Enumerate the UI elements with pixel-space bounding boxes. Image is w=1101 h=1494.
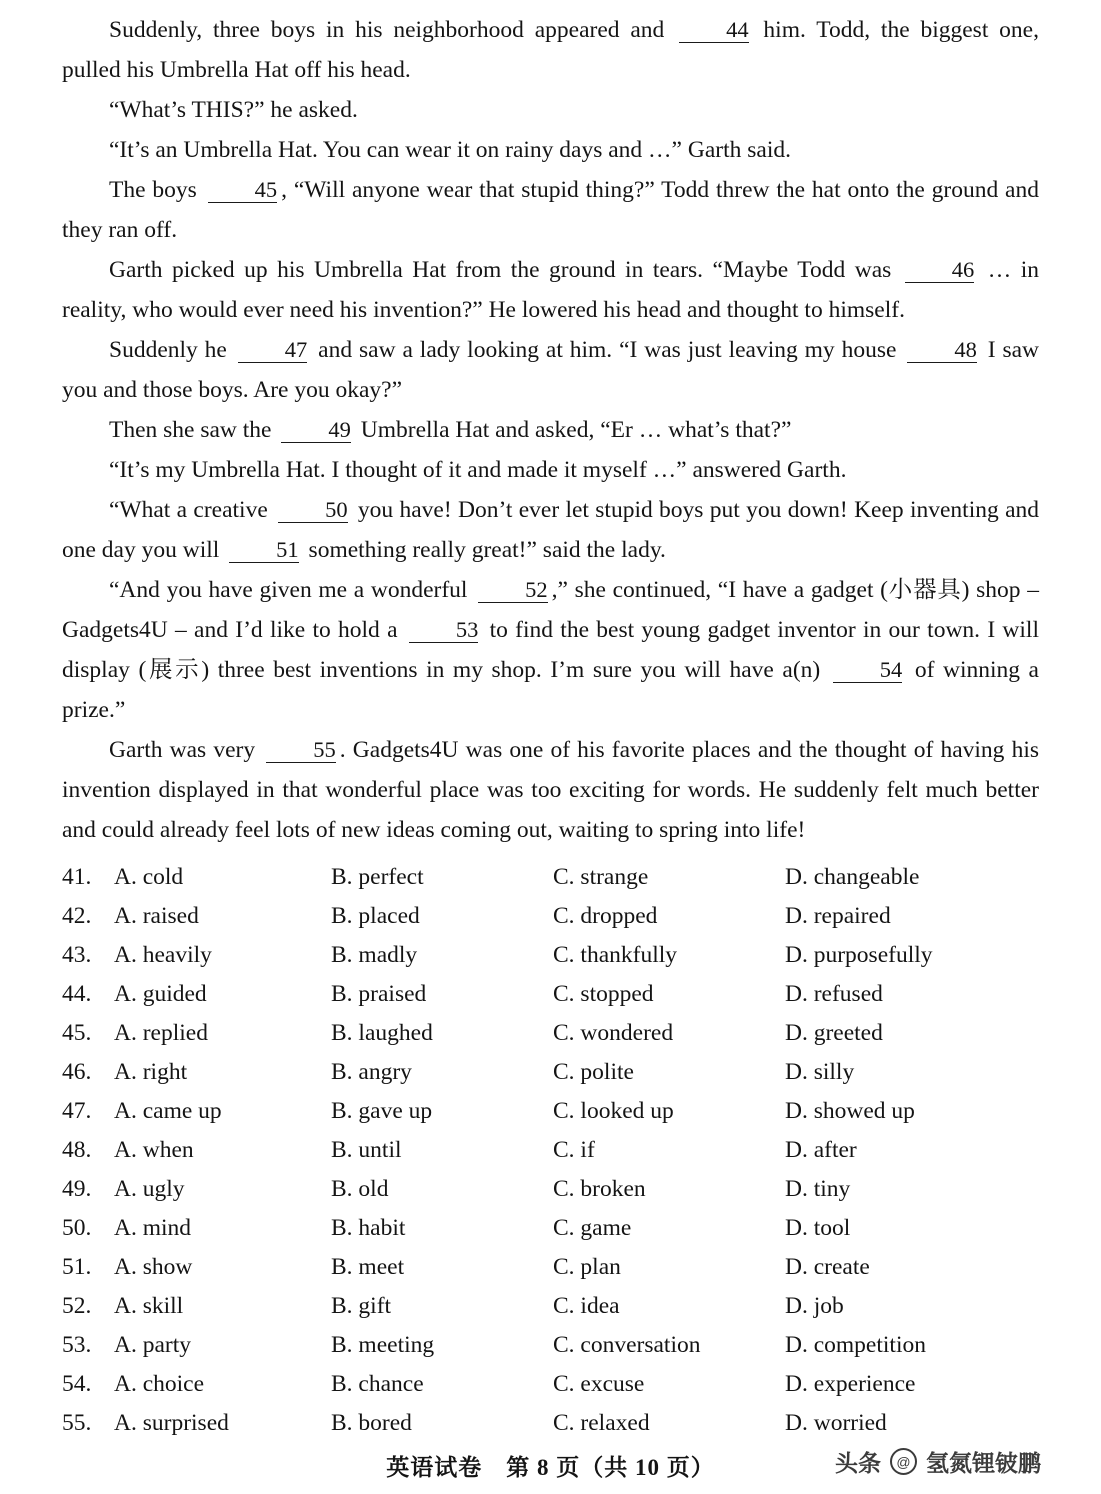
option-choice-d[interactable]: D. after: [785, 1137, 857, 1163]
option-choice-b[interactable]: B. until: [331, 1137, 402, 1163]
option-choice-d[interactable]: D. purposefully: [785, 942, 933, 968]
answer-blank[interactable]: 50: [278, 498, 348, 523]
option-number: 49.: [62, 1176, 92, 1202]
option-choice-d[interactable]: D. worried: [785, 1410, 887, 1436]
watermark: [835, 1445, 1041, 1478]
option-choice-d[interactable]: D. tool: [785, 1215, 851, 1241]
answer-blank[interactable]: 48: [907, 338, 977, 363]
option-number: 44.: [62, 981, 92, 1007]
option-row: [62, 897, 1039, 936]
option-choice-a[interactable]: A. guided: [114, 981, 207, 1007]
passage-text: Umbrella Hat and asked, “Er … what’s that?”: [354, 417, 792, 443]
passage-text: I saw you and those boys. Are you okay?”: [62, 337, 1039, 403]
answer-blank[interactable]: 44: [679, 18, 749, 43]
option-row: [62, 858, 1039, 897]
option-choice-a[interactable]: A. choice: [114, 1371, 205, 1397]
passage-paragraph: [62, 130, 1039, 170]
option-choice-a[interactable]: A. show: [114, 1254, 193, 1280]
option-choice-b[interactable]: B. habit: [331, 1215, 406, 1241]
option-choice-c[interactable]: C. conversation: [553, 1332, 701, 1358]
option-choice-d[interactable]: D. competition: [785, 1332, 926, 1358]
option-choice-a[interactable]: A. came up: [114, 1098, 222, 1124]
passage-paragraph: [62, 250, 1039, 330]
option-choice-d[interactable]: D. experience: [785, 1371, 916, 1397]
option-choice-c[interactable]: C. stopped: [553, 981, 654, 1007]
option-row: [62, 1092, 1039, 1131]
passage-text: of winning a prize.”: [62, 657, 1039, 723]
option-choice-b[interactable]: B. praised: [331, 981, 427, 1007]
option-choice-a[interactable]: A. mind: [114, 1215, 192, 1241]
option-choice-c[interactable]: C. broken: [553, 1176, 646, 1202]
option-row: [62, 1404, 1039, 1443]
passage-text: Garth picked up his Umbrella Hat from the ground in tears. “Maybe Todd was: [109, 257, 901, 283]
option-choice-b[interactable]: B. meeting: [331, 1332, 435, 1358]
option-number: 45.: [62, 1020, 92, 1046]
option-number: 53.: [62, 1332, 92, 1358]
passage-text: you have! Don’t ever let stupid boys put you down! Keep inventing and one day you will: [62, 497, 1039, 563]
answer-blank[interactable]: 46: [905, 258, 975, 283]
option-choice-b[interactable]: B. perfect: [331, 864, 424, 890]
option-choice-b[interactable]: B. madly: [331, 942, 418, 968]
passage-paragraph: [62, 570, 1039, 730]
option-number: 46.: [62, 1059, 92, 1085]
option-choice-b[interactable]: B. chance: [331, 1371, 424, 1397]
option-choice-a[interactable]: A. skill: [114, 1293, 184, 1319]
answer-blank[interactable]: 52: [478, 578, 548, 603]
passage-text: Suddenly he: [109, 337, 234, 363]
option-choice-d[interactable]: D. create: [785, 1254, 870, 1280]
option-choice-c[interactable]: C. strange: [553, 864, 649, 890]
option-number: 42.: [62, 903, 92, 929]
option-choice-c[interactable]: C. excuse: [553, 1371, 645, 1397]
option-number: 47.: [62, 1098, 92, 1124]
option-row: [62, 975, 1039, 1014]
passage-text: Garth was very: [109, 737, 263, 763]
option-choice-b[interactable]: B. angry: [331, 1059, 412, 1085]
option-choice-a[interactable]: A. ugly: [114, 1176, 185, 1202]
passage-text: “It’s my Umbrella Hat. I thought of it and made it myself …” answered Garth.: [109, 457, 847, 483]
option-choice-a[interactable]: A. raised: [114, 903, 199, 929]
option-choice-d[interactable]: D. tiny: [785, 1176, 851, 1202]
option-choice-d[interactable]: D. changeable: [785, 864, 920, 890]
at-icon: @: [890, 1448, 917, 1475]
passage-paragraph: [62, 10, 1039, 90]
answer-blank[interactable]: 53: [409, 618, 479, 643]
passage-text: “It’s an Umbrella Hat. You can wear it on rainy days and …” Garth said.: [109, 137, 791, 163]
option-row: [62, 1131, 1039, 1170]
passage-text: something really great!” said the lady.: [302, 537, 666, 563]
option-choice-c[interactable]: C. if: [553, 1137, 595, 1163]
passage-paragraph: [62, 490, 1039, 570]
option-choice-a[interactable]: A. party: [114, 1332, 192, 1358]
option-number: 50.: [62, 1215, 92, 1241]
passage-paragraph: [62, 730, 1039, 850]
option-choice-b[interactable]: B. laughed: [331, 1020, 433, 1046]
option-choice-c[interactable]: C. game: [553, 1215, 632, 1241]
answer-blank[interactable]: 49: [281, 418, 351, 443]
option-number: 41.: [62, 864, 92, 890]
page-footer: 英语试卷 第 8 页（共 10 页）: [386, 1455, 715, 1480]
option-row: [62, 1365, 1039, 1404]
option-row: [62, 1248, 1039, 1287]
passage-text: Then she saw the: [109, 417, 278, 443]
option-choice-a[interactable]: A. surprised: [114, 1410, 229, 1436]
passage-paragraph: [62, 410, 1039, 450]
passage-paragraph: [62, 330, 1039, 410]
option-choice-c[interactable]: C. relaxed: [553, 1410, 650, 1436]
option-choice-c[interactable]: C. idea: [553, 1293, 620, 1319]
passage-text: “And you have given me a wonderful: [109, 577, 475, 603]
cloze-passage: [62, 10, 1039, 850]
passage-text: ,” she continued, “I have a gadget (小器具) shop – Gadgets4U – and I’d like to hold a: [62, 577, 1039, 643]
passage-paragraph: [62, 170, 1039, 250]
answer-blank[interactable]: 55: [266, 738, 336, 763]
options-list: [62, 858, 1039, 1443]
passage-text: to find the best young gadget inventor in our town. I will display (展示) three best inventions in my shop. I’m sure you will have a(n): [62, 617, 1039, 683]
option-choice-d[interactable]: D. showed up: [785, 1098, 915, 1124]
option-choice-b[interactable]: B. meet: [331, 1254, 405, 1280]
option-choice-a[interactable]: A. right: [114, 1059, 188, 1085]
option-choice-b[interactable]: B. placed: [331, 903, 420, 929]
option-choice-b[interactable]: B. old: [331, 1176, 389, 1202]
option-choice-d[interactable]: D. repaired: [785, 903, 891, 929]
option-choice-a[interactable]: A. replied: [114, 1020, 208, 1046]
option-choice-c[interactable]: C. thankfully: [553, 942, 678, 968]
passage-text: him. Todd, the biggest one, pulled his Umbrella Hat off his head.: [62, 17, 1039, 83]
option-row: [62, 1014, 1039, 1053]
passage-text: “What a creative: [109, 497, 275, 523]
passage-text: . Gadgets4U was one of his favorite places and the thought of having his invention displayed in that wonderful place was too exciting for words. He suddenly felt much better and could already feel lots of new ideas coming out, waiting to spring into life!: [62, 737, 1039, 843]
option-choice-a[interactable]: A. when: [114, 1137, 194, 1163]
option-choice-b[interactable]: B. bored: [331, 1410, 412, 1436]
option-number: 54.: [62, 1371, 92, 1397]
option-choice-a[interactable]: A. heavily: [114, 942, 212, 968]
option-choice-a[interactable]: A. cold: [114, 864, 184, 890]
passage-text: The boys: [109, 177, 204, 203]
option-choice-d[interactable]: D. job: [785, 1293, 844, 1319]
watermark-username: 氢氮锂铍鹏: [926, 1450, 1041, 1476]
passage-paragraph: [62, 90, 1039, 130]
option-choice-d[interactable]: D. greeted: [785, 1020, 883, 1046]
option-row: [62, 1053, 1039, 1092]
passage-paragraph: [62, 450, 1039, 490]
option-number: 52.: [62, 1293, 92, 1319]
option-choice-b[interactable]: B. gave up: [331, 1098, 433, 1124]
option-choice-d[interactable]: D. silly: [785, 1059, 855, 1085]
answer-blank[interactable]: 45: [208, 178, 278, 203]
answer-blank[interactable]: 54: [833, 658, 903, 683]
option-row: [62, 1326, 1039, 1365]
toutiao-logo: 头条: [835, 1450, 881, 1476]
option-choice-c[interactable]: C. dropped: [553, 903, 658, 929]
passage-text: and saw a lady looking at him. “I was just leaving my house: [311, 337, 904, 363]
passage-text: “What’s THIS?” he asked.: [109, 97, 358, 123]
option-choice-d[interactable]: D. refused: [785, 981, 883, 1007]
option-choice-b[interactable]: B. gift: [331, 1293, 392, 1319]
option-choice-c[interactable]: C. plan: [553, 1254, 621, 1280]
option-choice-c[interactable]: C. wondered: [553, 1020, 674, 1046]
option-row: [62, 936, 1039, 975]
passage-text: Suddenly, three boys in his neighborhood appeared and: [109, 17, 676, 43]
option-number: 55.: [62, 1410, 92, 1436]
passage-text: , “Will anyone wear that stupid thing?” Todd threw the hat onto the ground and they ran off.: [62, 177, 1039, 243]
option-number: 43.: [62, 942, 92, 968]
option-row: [62, 1287, 1039, 1326]
answer-blank[interactable]: 47: [238, 338, 308, 363]
option-row: [62, 1170, 1039, 1209]
option-row: [62, 1209, 1039, 1248]
answer-blank[interactable]: 51: [229, 538, 299, 563]
option-number: 48.: [62, 1137, 92, 1163]
option-number: 51.: [62, 1254, 92, 1280]
option-choice-c[interactable]: C. looked up: [553, 1098, 674, 1124]
option-choice-c[interactable]: C. polite: [553, 1059, 634, 1085]
passage-text: … in reality, who would ever need his invention?” He lowered his head and thought to himself.: [62, 257, 1040, 323]
